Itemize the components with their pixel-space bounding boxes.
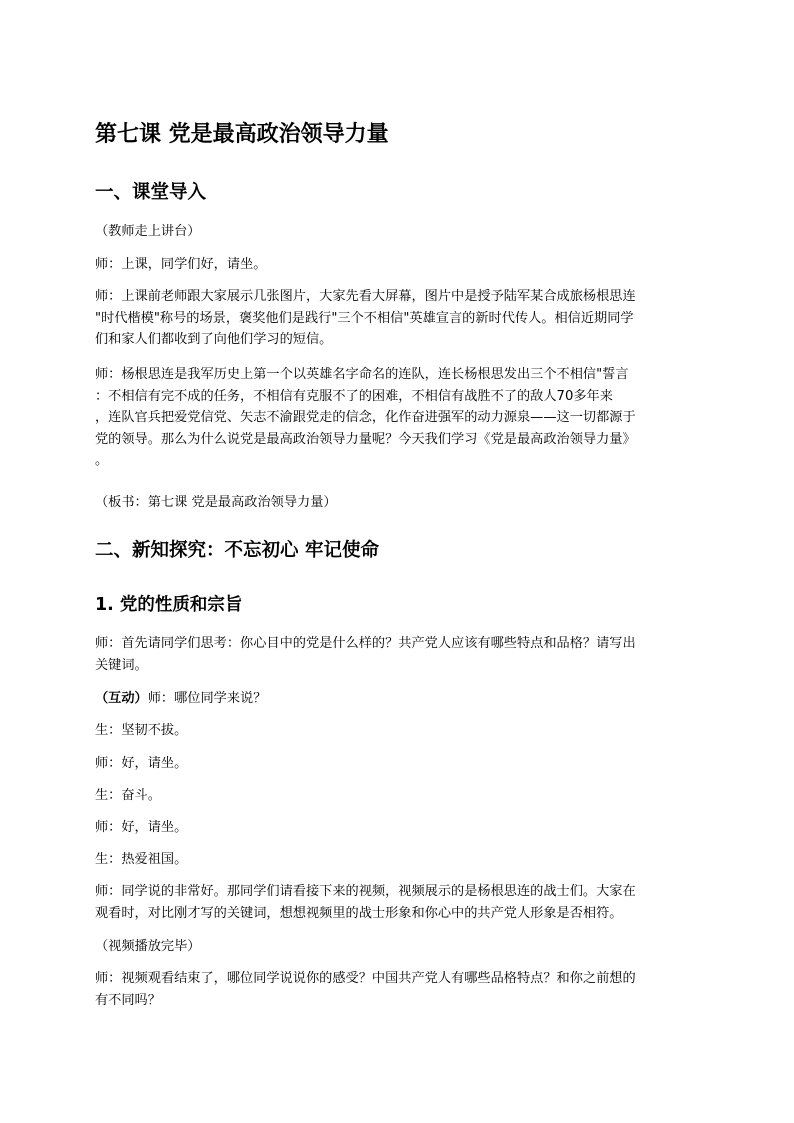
paragraph-line: 观看时，对比刚才写的关键词，想想视频里的战士形象和你心中的共产党人形象是否相符。	[95, 905, 623, 921]
paragraph-images-intro	[95, 286, 703, 351]
paragraph-line: 师：杨根思连是我军历史上第一个以英雄名字命名的连队，连长杨根思发出三个不相信"誓言	[95, 367, 629, 382]
paragraph-line: （教师走上讲台）	[95, 224, 201, 239]
paragraph-blackboard-note	[95, 492, 703, 514]
paragraph-line: 师：上课前老师跟大家展示几张图片，大家先看大屏幕，图片中是授予陆军某合成旅杨根思连	[95, 289, 636, 304]
paragraph-question-feelings	[95, 968, 703, 1011]
paragraph-line: "时代楷模"称号的场景，褒奖他们是践行"三个不相信"英雄宣言的新时代传人。相信近期同学	[95, 310, 634, 326]
paragraph-line: 师：好，请坐。	[95, 756, 188, 771]
paragraph-interaction	[95, 688, 703, 710]
paragraph-line: 师：好，请坐。	[95, 820, 188, 835]
paragraph-line: （板书：第七课 党是最高政治领导力量）	[95, 495, 337, 510]
paragraph-line: 师：首先请同学们思考：你心目中的党是什么样的？共产党人应该有哪些特点和品格？请写出	[95, 636, 636, 651]
paragraph-line: ，连队官兵把爱党信党、矢志不渝跟党走的信念，化作奋进强军的动力源泉——这一切都源于	[95, 410, 636, 425]
paragraph-line: 生：奋斗。	[95, 788, 161, 803]
paragraph-student-answer-1	[95, 720, 703, 742]
paragraph-line: 有不同吗？	[95, 992, 161, 1008]
paragraph-line: 。	[95, 453, 109, 468]
paragraph-line: 师：上课，同学们好，请坐。	[95, 257, 267, 272]
paragraph-greeting	[95, 254, 703, 276]
paragraph-question-keywords	[95, 633, 703, 676]
subsection-heading-nature: 1. 党的性质和宗旨	[95, 595, 243, 615]
paragraph-line: 关键词。	[95, 657, 148, 673]
interaction-text: 师：哪位同学来说？	[147, 691, 267, 706]
paragraph-line: 师：视频观看结束了，哪位同学说说你的感受？中国共产党人有哪些品格特点？和你之前想的	[95, 971, 636, 986]
paragraph-teacher-response-2	[95, 817, 703, 839]
paragraph-teacher-enters	[95, 221, 703, 243]
paragraph-line: 师：同学说的非常好。那同学们请看接下来的视频，视频展示的是杨根思连的战士们。大家在	[95, 884, 636, 899]
paragraph-line: 党的领导。那么为什么说党是最高政治领导力量呢？今天我们学习《党是最高政治领导力量》	[95, 431, 636, 447]
interaction-tag: （互动）	[95, 691, 148, 706]
paragraph-line: 生：坚韧不拔。	[95, 723, 188, 738]
paragraph-teacher-response-1	[95, 753, 703, 775]
paragraph-line: 生：热爱祖国。	[95, 852, 188, 867]
paragraph-yang-gensi-company	[95, 364, 703, 472]
paragraph-video-done	[95, 936, 703, 958]
paragraph-line	[95, 688, 703, 710]
section-heading-explore: 二、新知探究：不忘初心 牢记使命	[95, 540, 379, 561]
paragraph-line: ：不相信有完不成的任务，不相信有克服不了的困难，不相信有战胜不了的敌人70多年来	[95, 388, 613, 404]
paragraph-student-answer-2	[95, 785, 703, 807]
paragraph-student-answer-3	[95, 849, 703, 871]
paragraph-line: （视频播放完毕）	[95, 939, 201, 954]
section-heading-intro: 一、课堂导入	[95, 182, 207, 203]
paragraph-line: 们和家人们都收到了向他们学习的短信。	[95, 332, 333, 347]
paragraph-video-intro	[95, 881, 703, 924]
page-title: 第七课 党是最高政治领导力量	[95, 122, 389, 147]
